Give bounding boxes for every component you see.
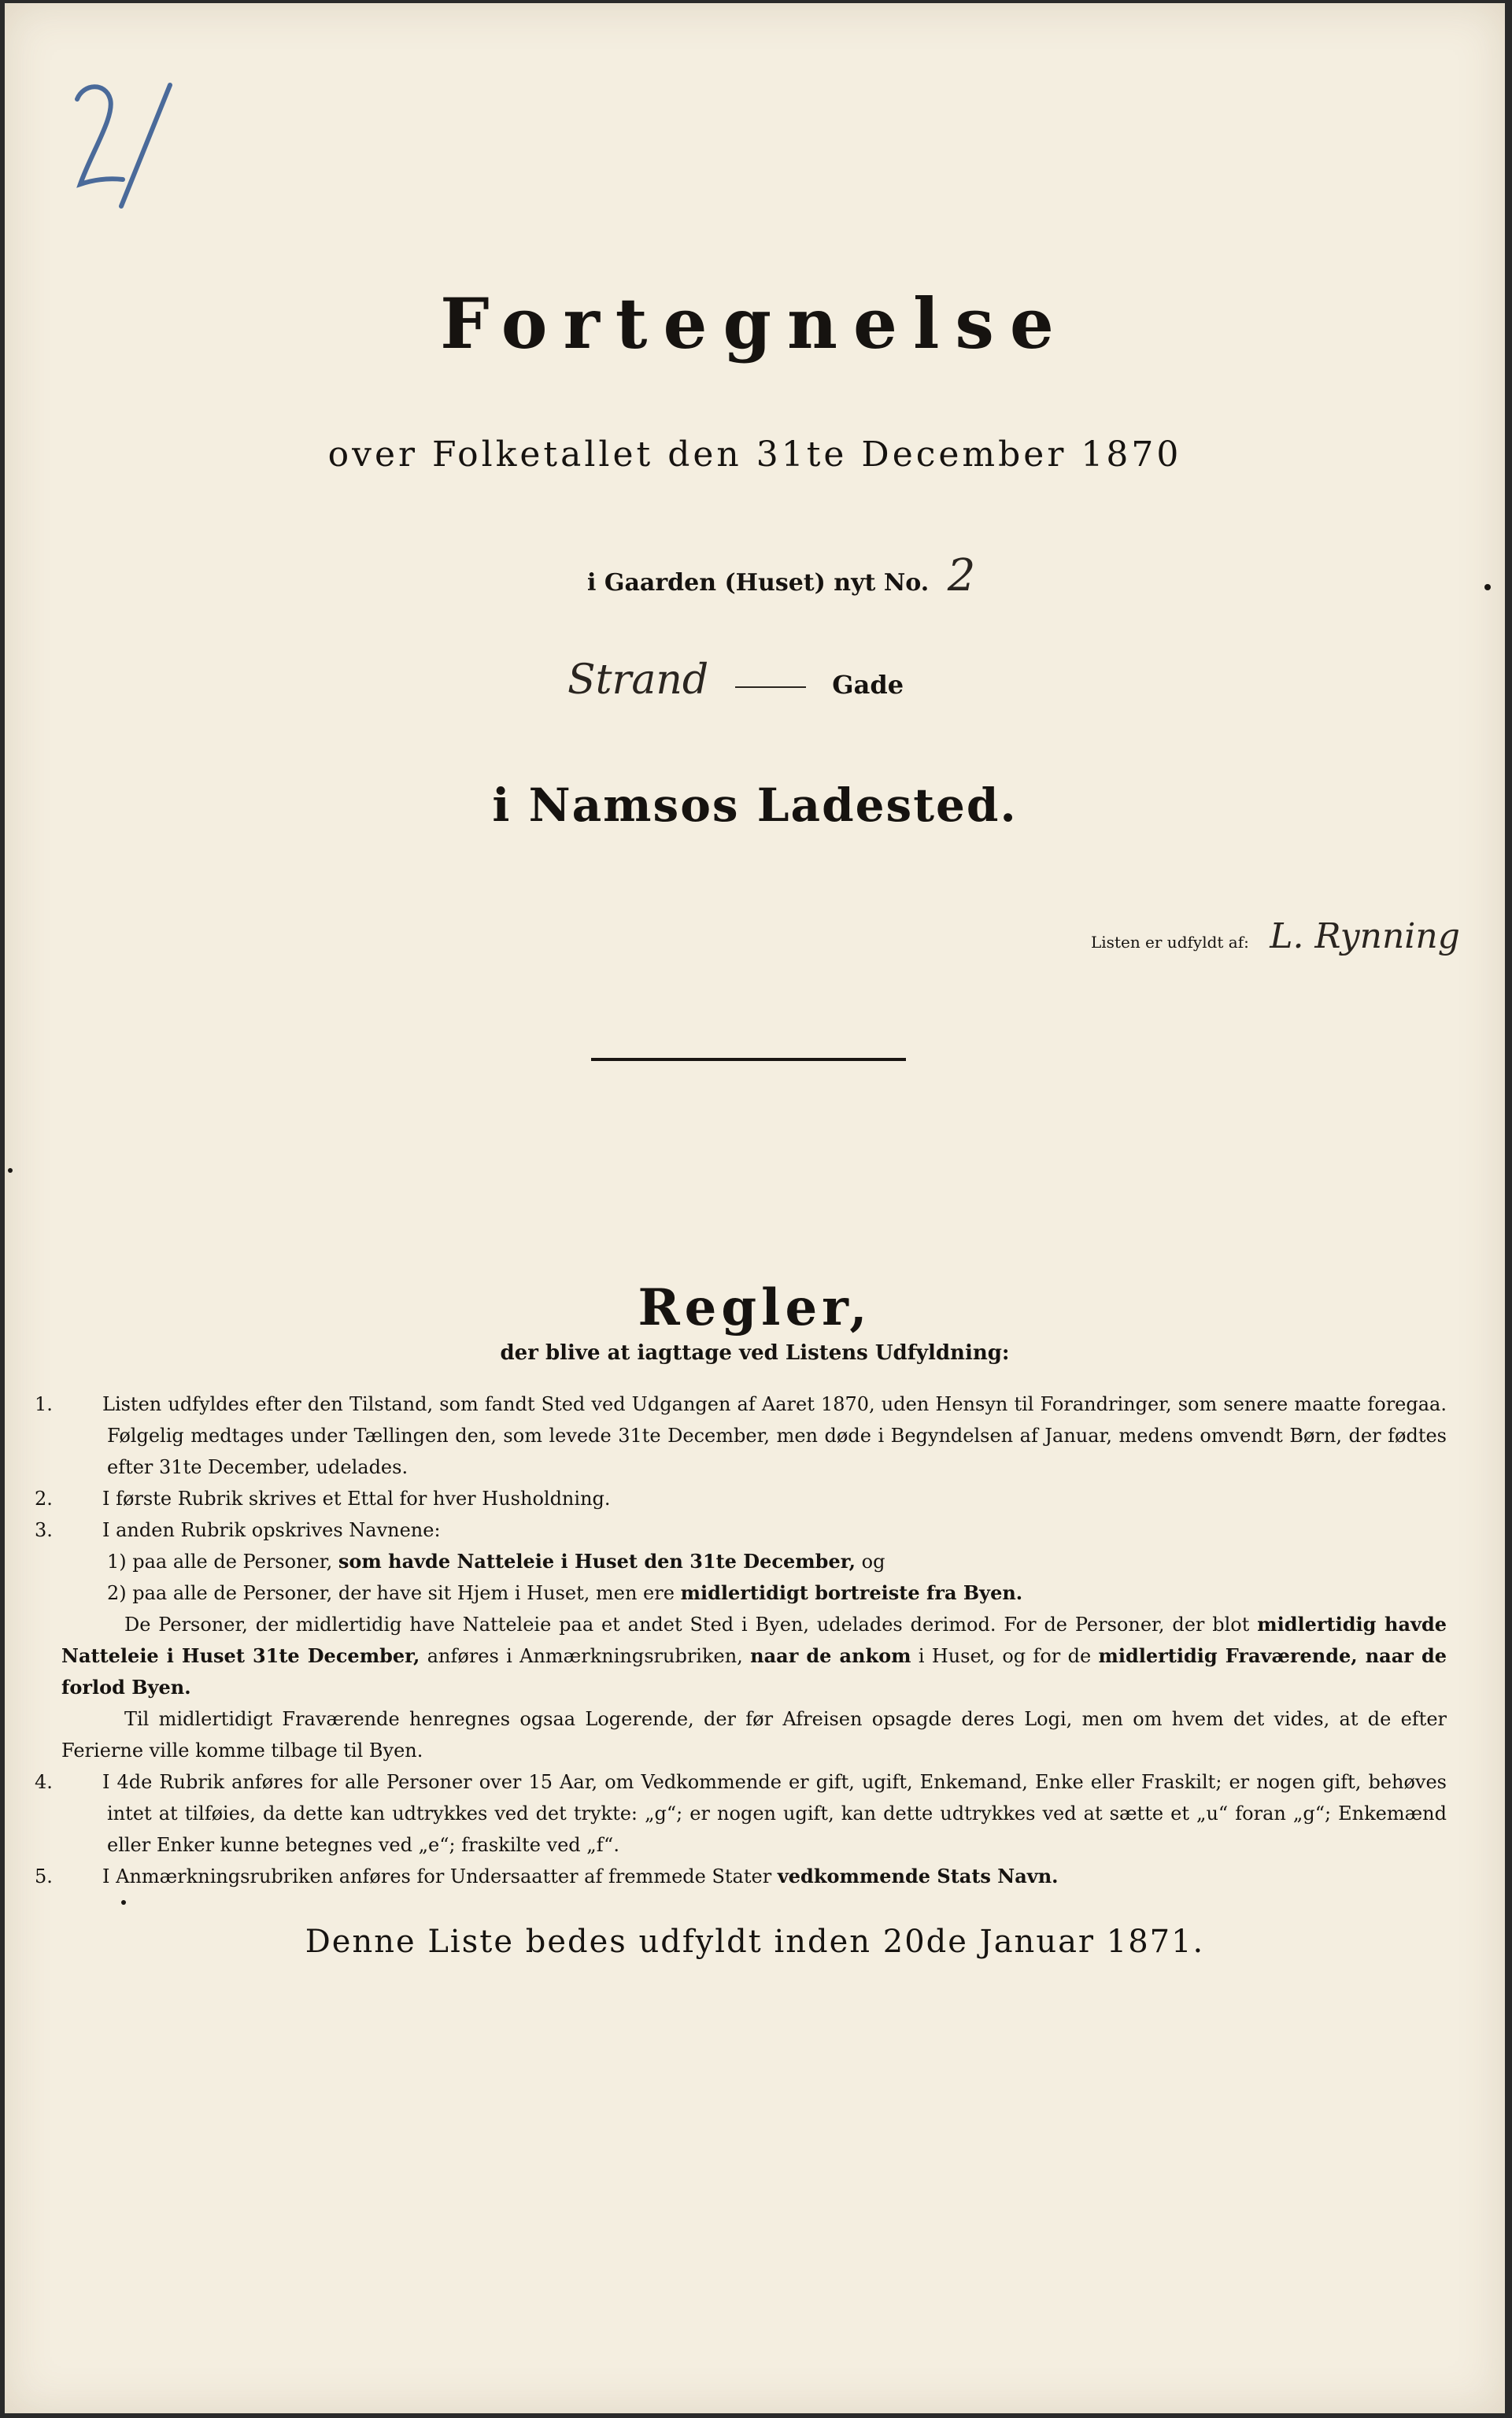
town-name: i Namsos Ladested.	[492, 778, 1018, 832]
rule-3-item-2-bold: midlertidigt bortreiste fra Byen.	[680, 1581, 1023, 1604]
rule-3-note-1-b: anføres i Anmærkningsrubriken,	[427, 1645, 743, 1667]
rule-3-note-1-bold-c: midlertidig Fraværende, naar de forlod Byen.	[61, 1644, 1447, 1699]
rule-3-number: 3.	[35, 1519, 53, 1541]
rule-3-note-1-bold-b: naar de ankom	[750, 1644, 911, 1667]
rule-1-number: 1.	[35, 1393, 53, 1415]
rule-3-item-1-bold: som havde Natteleie i Huset den 31te December,	[338, 1550, 856, 1573]
rule-3-item-2	[61, 1577, 1447, 1609]
margin-pencil-note	[60, 66, 178, 216]
rules-heading: Regler,	[638, 1278, 872, 1337]
gaard-number-handwritten: 2	[947, 550, 976, 601]
rule-1	[35, 1388, 1447, 1483]
margin-dot	[8, 1168, 13, 1173]
filled-by-line	[1091, 916, 1460, 956]
rule-5-text: I Anmærkningsrubriken anføres for Undersaatter af fremmede Stater	[102, 1865, 772, 1887]
rule-3-item-1-text: 1) paa alle de Personer,	[107, 1551, 333, 1573]
form-subtitle: over Folketallet den 31te December 1870	[327, 434, 1182, 475]
gaard-label: i Gaarden (Huset) nyt No.	[587, 569, 930, 597]
census-form-sheet	[5, 3, 1505, 2413]
form-title: Fortegnelse	[440, 283, 1070, 364]
rule-3-note-1-c: i Huset, og for de	[918, 1645, 1092, 1667]
rule-4-text: I 4de Rubrik anføres for alle Personer over 15 Aar, om Vedkommende er gift, ugift, Enkemand, Enke eller Fraskilt; er nogen gift, behøves intet at tilføies, da dette kan udtrykkes ved det trykte: „g“; er nogen ugift, kan dette udtrykkes ved at sætte et „u“ foran „g“; Enkemænd eller Enker kunne betegnes ved „e“; fraskilte ved „f“.	[102, 1771, 1447, 1856]
rules-body	[35, 1388, 1447, 1892]
rule-3-note-1-bold-a: midlertidig havde Natteleie i Huset 31te December,	[61, 1613, 1447, 1667]
rule-3-note-1-a: De Personer, der midlertidig have Natteleie paa et andet Sted i Byen, udelades derimod. For de Personer, der blot	[124, 1614, 1250, 1636]
margin-dot	[1484, 584, 1491, 590]
street-dash	[735, 686, 806, 688]
filled-by-label: Listen er udfyldt af:	[1091, 933, 1249, 952]
rule-3-item-2-text: 2) paa alle de Personer, der have sit Hjem i Huset, men ere	[107, 1582, 675, 1604]
rule-2	[35, 1483, 1447, 1514]
rule-5-bold: vedkommende Stats Navn.	[777, 1865, 1059, 1887]
separator-rule	[591, 1058, 906, 1061]
deadline-notice: Denne Liste bedes udfyldt inden 20de Januar 1871.	[305, 1924, 1205, 1960]
rule-4	[35, 1766, 1447, 1861]
margin-dot	[121, 1900, 126, 1905]
rule-3-item-1	[61, 1546, 1447, 1577]
rules-subheading: der blive at iagttage ved Listens Udfyldning:	[500, 1341, 1010, 1365]
rule-3-note-2-text: Til midlertidigt Fraværende henregnes ogsaa Logerende, der før Afreisen opsagde deres Logi, men om hvem det vides, at de efter Ferierne ville komme tilbage til Byen.	[61, 1708, 1447, 1762]
rule-3-text: I anden Rubrik opskrives Navnene:	[102, 1519, 441, 1541]
rule-2-number: 2.	[35, 1488, 53, 1510]
street-name-handwritten: Strand	[567, 656, 709, 704]
filled-by-signature: L. Rynning	[1270, 916, 1460, 956]
rule-5-number: 5.	[35, 1865, 53, 1887]
street-suffix: Gade	[832, 670, 904, 700]
rule-1-text: Listen udfyldes efter den Tilstand, som fandt Sted ved Udgangen af Aaret 1870, uden Hensyn til Forandringer, som senere maatte foregaa. Følgelig medtages under Tællingen den, som levede 31te December, men døde i Begyndelsen af Januar, medens omvendt Børn, der fødtes efter 31te December, udelades.	[102, 1393, 1447, 1478]
rule-3	[35, 1514, 1447, 1546]
rule-5	[35, 1861, 1447, 1892]
rule-3-item-1-tail: og	[861, 1551, 885, 1573]
rule-2-text: I første Rubrik skrives et Ettal for hver Husholdning.	[102, 1488, 611, 1510]
street-line	[567, 656, 904, 704]
gaard-line	[587, 550, 975, 601]
rule-4-number: 4.	[35, 1771, 53, 1793]
rule-3-note-1	[61, 1609, 1447, 1703]
rule-3-note-2	[61, 1703, 1447, 1766]
